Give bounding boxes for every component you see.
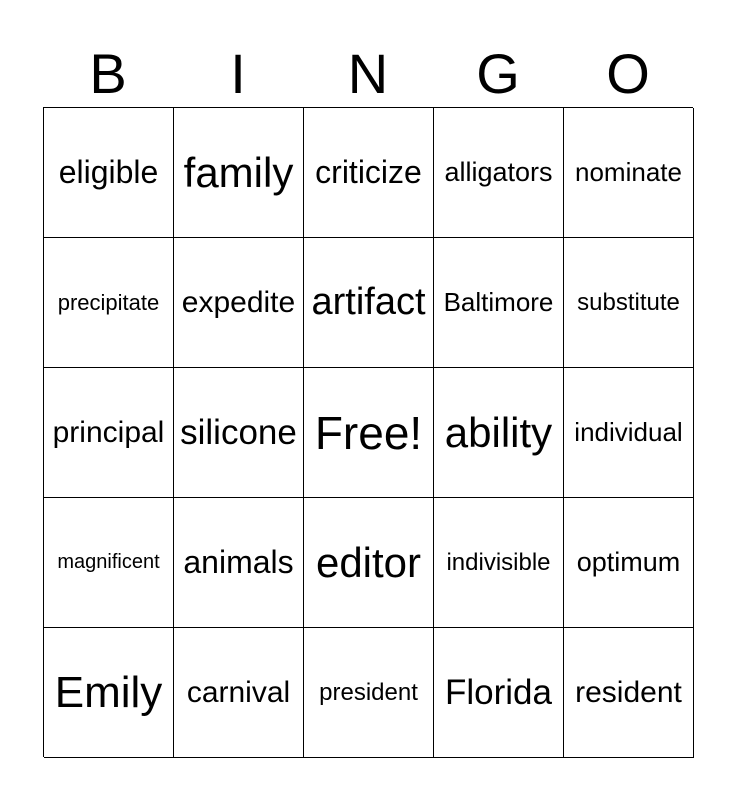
bingo-board	[43, 107, 693, 757]
bingo-cell[interactable]: indivisible	[434, 498, 564, 628]
bingo-cell[interactable]: nominate	[564, 108, 694, 238]
free-space-cell[interactable]: Free!	[304, 368, 434, 498]
bingo-cell[interactable]: artifact	[304, 238, 434, 368]
bingo-header	[43, 42, 693, 106]
header-letter-g: G	[476, 42, 520, 105]
bingo-cell[interactable]: animals	[174, 498, 304, 628]
bingo-cell[interactable]: Emily	[44, 628, 174, 758]
bingo-cell[interactable]: editor	[304, 498, 434, 628]
bingo-cell[interactable]: alligators	[434, 108, 564, 238]
bingo-cell[interactable]: substitute	[564, 238, 694, 368]
bingo-cell[interactable]: magnificent	[44, 498, 174, 628]
bingo-cell[interactable]: resident	[564, 628, 694, 758]
bingo-cell[interactable]: family	[174, 108, 304, 238]
bingo-cell[interactable]: carnival	[174, 628, 304, 758]
bingo-cell[interactable]: Florida	[434, 628, 564, 758]
bingo-cell[interactable]: expedite	[174, 238, 304, 368]
header-letter-i: I	[230, 42, 246, 105]
bingo-cell[interactable]: silicone	[174, 368, 304, 498]
bingo-cell[interactable]: precipitate	[44, 238, 174, 368]
bingo-cell[interactable]: eligible	[44, 108, 174, 238]
bingo-cell[interactable]: Baltimore	[434, 238, 564, 368]
header-letter-b: B	[89, 42, 127, 105]
bingo-cell[interactable]: individual	[564, 368, 694, 498]
header-letter-o: O	[606, 42, 650, 105]
bingo-cell[interactable]: optimum	[564, 498, 694, 628]
bingo-cell[interactable]: criticize	[304, 108, 434, 238]
bingo-cell[interactable]: president	[304, 628, 434, 758]
header-letter-n: N	[347, 42, 389, 105]
bingo-cell[interactable]: principal	[44, 368, 174, 498]
bingo-cell[interactable]: ability	[434, 368, 564, 498]
